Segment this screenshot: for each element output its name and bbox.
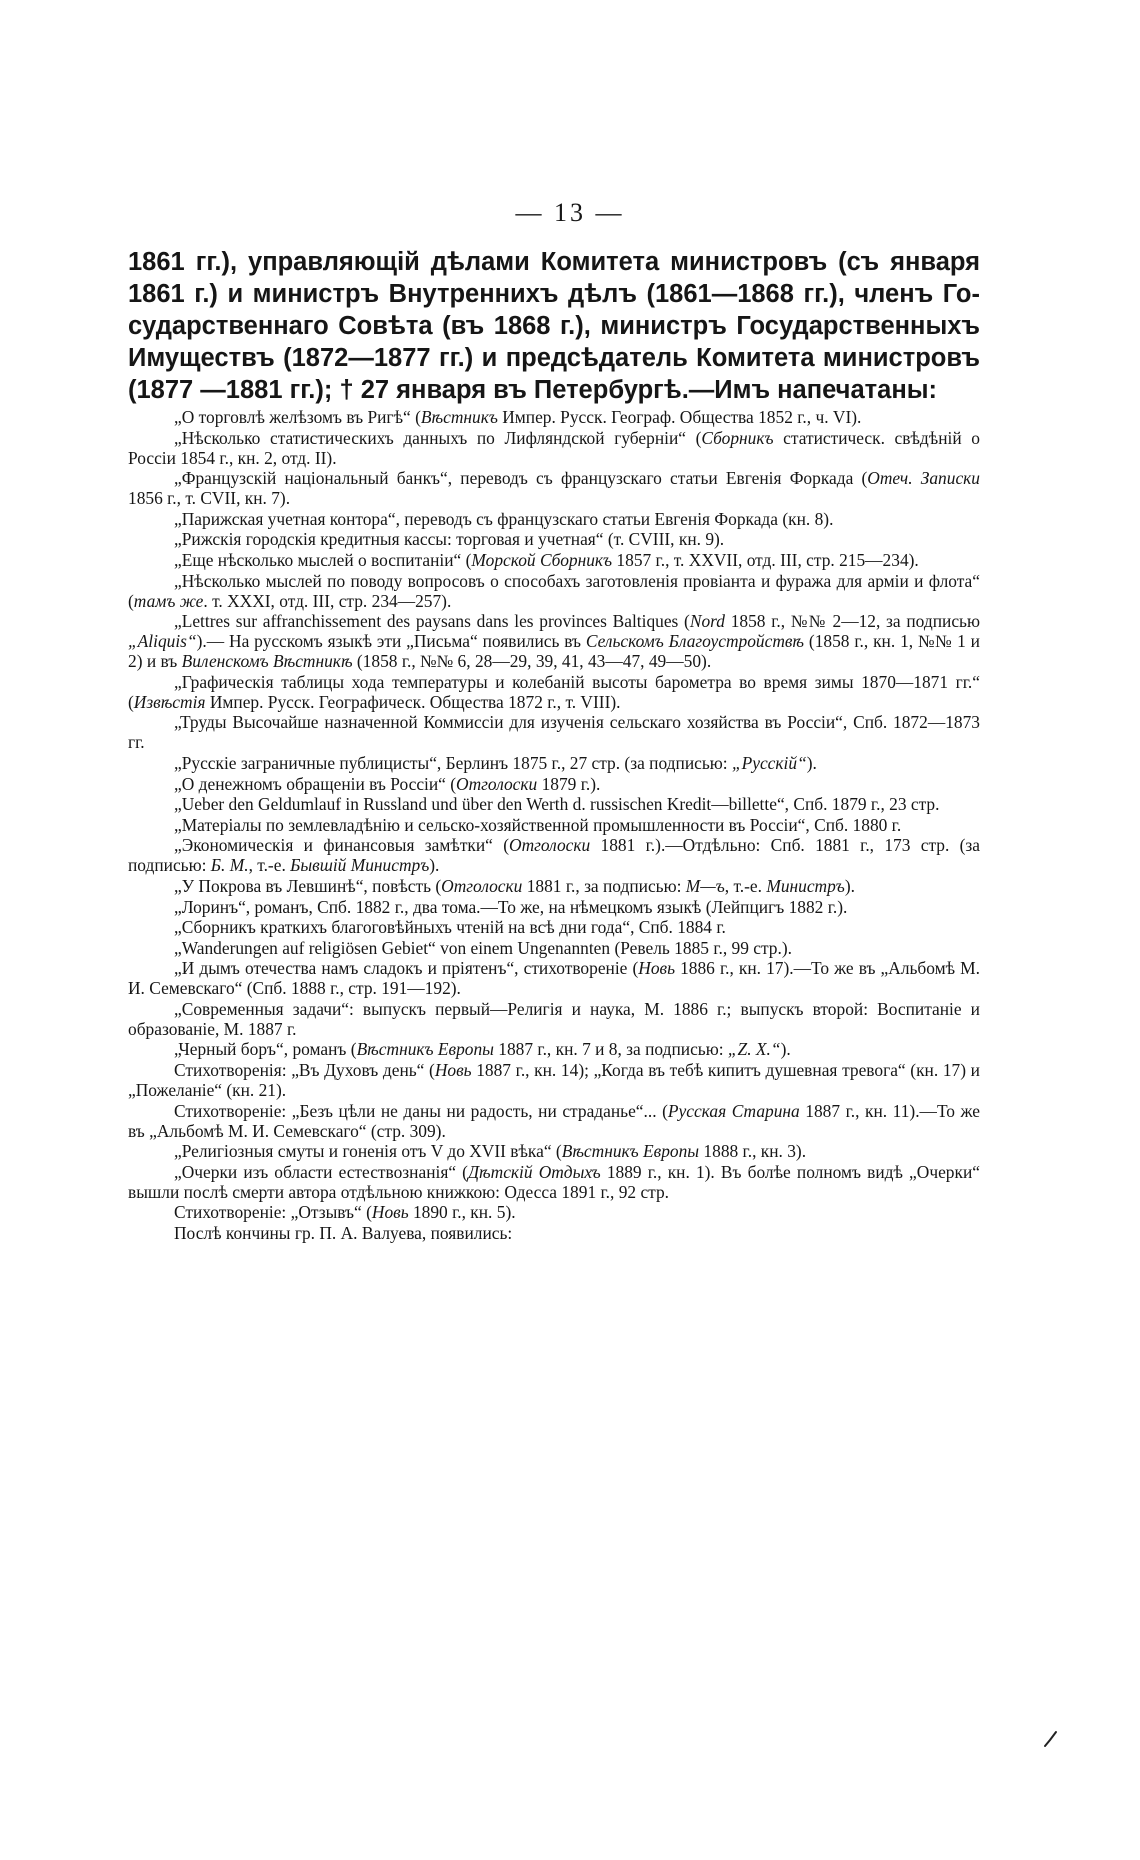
bibliography-entry — [128, 1060, 980, 1100]
bibliography-entry — [128, 958, 980, 998]
entry-text: „Еще нѣсколько мыслей о воспитаніи“ ( — [174, 549, 472, 570]
entry-text: „Lettres sur affranchissement des paysans dans les provinces Baltiques ( — [174, 611, 690, 632]
intro-line: 1861 гг.), управляющій дѣлами Комитета министровъ (съ января — [128, 248, 980, 276]
entry-italic-text: тамъ же — [133, 590, 204, 611]
entry-italic-text: Новь — [638, 958, 675, 979]
bibliography-entry — [128, 571, 980, 611]
entry-text: „Ueber den Geldumlauf in Russland und über den Werth d. russischen Kredit—billette“, Спб. 1879 г., 23 стр. — [174, 794, 940, 815]
intro-line: 1861 г.) и министръ Внутреннихъ дѣлъ (1861—1868 гг.), членъ Го- — [128, 280, 980, 308]
entry-italic-text: Виленскомъ Вѣстникѣ — [181, 651, 353, 672]
bibliography-entry — [128, 712, 980, 752]
entry-text: „Религіозныя смуты и гоненія отъ V до XVII вѣка“ ( — [174, 1141, 562, 1162]
entry-text: , т.-е. — [248, 855, 291, 876]
entry-text: Стихотвореніе: „Отзывъ“ ( — [174, 1202, 372, 1223]
bibliography-entry — [128, 529, 980, 549]
bibliography-entry — [128, 509, 980, 529]
intro-line: сударственнаго Совѣта (въ 1868 г.), министръ Государственныхъ — [128, 312, 980, 340]
bibliography-entry — [128, 876, 980, 896]
entry-text: . т. XXXI, отд. III, стр. 234—257). — [203, 590, 452, 611]
entry-text: „Нѣсколько мыслей по поводу вопросовъ о способахъ заготовленія провіанта и фуража для арміи и флота“ ( — [128, 570, 980, 611]
entry-italic-text: Вѣстникъ — [420, 407, 498, 427]
entry-text: ). — [429, 855, 440, 876]
entry-italic-text: Новь — [434, 1060, 472, 1081]
bibliography-entry — [128, 1162, 980, 1202]
entry-italic-text: Отголоски — [509, 835, 591, 856]
bibliography-entry — [128, 794, 980, 814]
bibliography-entry — [128, 753, 980, 773]
intro-paragraph — [128, 246, 980, 406]
entry-italic-text: Русская Старина — [667, 1100, 800, 1121]
entry-italic-text: „Z. X.“ — [727, 1039, 781, 1060]
entry-text: „Парижская учетная контора“, переводъ съ французскаго статьи Евгенія Форкада (кн. 8). — [174, 508, 834, 529]
entry-text: „Экономическія и финансовыя замѣтки“ ( — [174, 835, 510, 856]
entry-text: Послѣ кончины гр. П. А. Валуева, появились: — [174, 1223, 513, 1244]
entry-text: „О торговлѣ желѣзомъ въ Ригѣ“ ( — [174, 407, 421, 427]
entry-italic-text: Вѣстникъ Европы — [561, 1141, 700, 1162]
bibliography-list — [128, 407, 980, 1244]
entry-text: „Лоринъ“, романъ, Спб. 1882 г., два тома.—То же, на нѣмецкомъ языкѣ (Лейпцигъ 1882 г.). — [174, 896, 848, 917]
bibliography-entry — [128, 999, 980, 1039]
entry-text: Стихотворенія: „Въ Духовъ день“ ( — [174, 1060, 435, 1081]
entry-text: 1856 г., т. CVII, кн. 7). — [128, 488, 291, 509]
entry-text: 1886 г., кн. 17).—То же въ „Альбомѣ М. И. Семевскаго“ (Спб. 1888 г., стр. 191—192). — [128, 958, 980, 999]
entry-text: „Труды Высочайше назначенной Коммиссіи для изученія сельскаго хозяйства въ Россіи“, Спб. 1872—1873 гг. — [128, 712, 980, 753]
bibliography-entry — [128, 815, 980, 835]
entry-text: „Wanderungen auf religiösen Gebiet“ von einem Ungenannten (Ревель 1885 г., 99 стр.). — [174, 937, 792, 958]
entry-text: , т.-е. — [724, 875, 767, 896]
entry-text: статистическ. свѣдѣній о Россіи 1854 г., кн. 2, отд. II). — [128, 427, 980, 468]
entry-text: „Современныя задачи“: выпускъ первый—Религія и наука, М. 1886 г.; выпускъ второй: Воспитаніе и образованіе, М. 1887 г. — [128, 998, 980, 1039]
entry-text: „Графическія таблицы хода температуры и колебаній высоты барометра во время зимы 1870—1871 гг.“ ( — [128, 671, 980, 712]
entry-text: (1858 г., №№ 6, 28—29, 39, 41, 43—47, 49—50). — [352, 651, 712, 672]
entry-text: „Нѣсколько статистическихъ данныхъ по Лифляндской губерніи“ ( — [174, 427, 702, 448]
entry-text: 1887 г., кн. 7 и 8, за подписью: — [493, 1039, 728, 1060]
entry-italic-text: Отеч. Записки — [867, 468, 980, 489]
entry-italic-text: Вѣстникъ Европы — [356, 1039, 494, 1060]
bibliography-entry — [128, 1202, 980, 1222]
intro-line: (1877 —1881 гг.); † 27 января въ Петербургѣ.—Имъ напечатаны: — [128, 376, 938, 404]
entry-italic-text: Министръ — [766, 875, 845, 896]
entry-text: „Очерки изъ области естествознанія“ ( — [174, 1161, 468, 1182]
bibliography-entry — [128, 774, 980, 794]
entry-text: 1879 г.). — [537, 773, 601, 794]
entry-text: ). — [806, 752, 817, 773]
entry-text: 1888 г., кн. 3). — [699, 1141, 807, 1162]
bibliography-entry — [128, 1039, 980, 1059]
entry-text: 1857 г., т. XXVII, отд. III, стр. 215—234). — [612, 549, 919, 570]
bibliography-entry — [128, 938, 980, 958]
entry-text: „Сборникъ краткихъ благоговѣйныхъ чтеній на всѣ дни года“, Спб. 1884 г. — [174, 917, 726, 938]
bibliography-entry — [128, 917, 980, 937]
bibliography-entry — [128, 407, 980, 427]
entry-text: 1858 г., №№ 2—12, за подписью — [724, 611, 980, 632]
entry-text: „У Покрова въ Левшинѣ“, повѣсть ( — [174, 875, 442, 896]
pencil-mark-icon — [1043, 1730, 1059, 1748]
entry-italic-text: „Aliquis“ — [128, 631, 197, 652]
bibliography-entry — [128, 1223, 980, 1243]
bibliography-entry — [128, 428, 980, 468]
page-number: — 13 — — [515, 198, 625, 227]
entry-italic-text: Сельскомъ Благоустройствѣ — [585, 631, 805, 652]
entry-text: (1858 г., кн. 1, №№ 1 и 2) и въ — [128, 631, 980, 672]
entry-italic-text: Морской Сборникъ — [471, 549, 613, 570]
entry-text: 1881 г., за подписью: — [522, 875, 686, 896]
bibliography-entry — [128, 1101, 980, 1141]
entry-text: „Черный боръ“, романъ ( — [174, 1039, 357, 1060]
bibliography-entry — [128, 550, 980, 570]
bibliography-entry — [128, 835, 980, 875]
entry-italic-text: Новь — [371, 1202, 409, 1223]
entry-text: Стихотвореніе: „Безъ цѣли не даны ни радость, ни страданье“... ( — [174, 1100, 668, 1121]
entry-text: „Матеріалы по землевладѣнію и сельско-хозяйственной промышленности въ Россіи“, Спб. 1880 г. — [174, 814, 902, 835]
entry-italic-text: Отголоски — [441, 875, 523, 896]
entry-text: 1890 г., кн. 5). — [408, 1202, 516, 1223]
intro-line: Имуществъ (1872—1877 гг.) и предсѣдатель Комитета министровъ — [128, 344, 980, 372]
entry-italic-text: Бывшій Министръ — [290, 855, 430, 876]
bibliography-entry — [128, 611, 980, 671]
entry-text: „Французскій національный банкъ“, переводъ съ французскаго статьи Евгенія Форкада ( — [174, 468, 868, 489]
entry-text: „Русскіе заграничные публицисты“, Берлинъ 1875 г., 27 стр. (за подписью: — [174, 752, 732, 773]
bibliography-entry — [128, 672, 980, 712]
entry-text: Импер. Русск. Географ. Общества 1852 г., ч. VI). — [497, 407, 862, 427]
entry-text: 1887 г., кн. 11).—То же въ „Альбомѣ М. И. Семевскаго“ (стр. 309). — [128, 1100, 981, 1141]
entry-text: „Рижскія городскія кредитныя кассы: торговая и учетная“ (т. CVIII, кн. 9). — [174, 529, 725, 550]
entry-text: 1889 г., кн. 1). Въ болѣе полномъ видѣ „Очерки“ вышли послѣ смерти автора отдѣльною книжкою: Одесса 1891 г., 92 стр. — [128, 1161, 980, 1202]
entry-text: 1881 г.).—Отдѣльно: Спб. 1881 г., 173 стр. (за подписью: — [128, 835, 981, 876]
entry-italic-text: Б. М. — [210, 855, 249, 876]
entry-text: „О денежномъ обращеніи въ Россіи“ ( — [174, 773, 457, 794]
bibliography-entry — [128, 1141, 980, 1161]
entry-italic-text: Извѣстія — [133, 691, 206, 712]
entry-italic-text: Отголоски — [456, 773, 538, 794]
entry-text: ). — [780, 1039, 791, 1060]
entry-text: ).— На русскомъ языкѣ эти „Письма“ появились въ — [196, 631, 586, 652]
entry-text: Импер. Русск. Географическ. Общества 1872 г., т. VIII). — [205, 691, 621, 712]
entry-italic-text: Сборникъ — [701, 427, 774, 448]
entry-text: „И дымъ отечества намъ сладокъ и пріятенъ“, стихотвореніе ( — [174, 958, 639, 979]
entry-text: 1887 г., кн. 14); „Когда въ тебѣ кипитъ душевная тревога“ (кн. 17) и „Пожеланіе“ (кн. 21). — [128, 1060, 980, 1101]
entry-italic-text: М—ъ — [685, 875, 725, 896]
entry-italic-text: „Русскій“ — [731, 752, 807, 773]
entry-text: ). — [844, 875, 855, 896]
bibliography-entry — [128, 468, 980, 508]
entry-italic-text: Nord — [689, 611, 725, 632]
bibliography-entry — [128, 897, 980, 917]
entry-italic-text: Дѣтскій Отдыхъ — [467, 1161, 601, 1182]
